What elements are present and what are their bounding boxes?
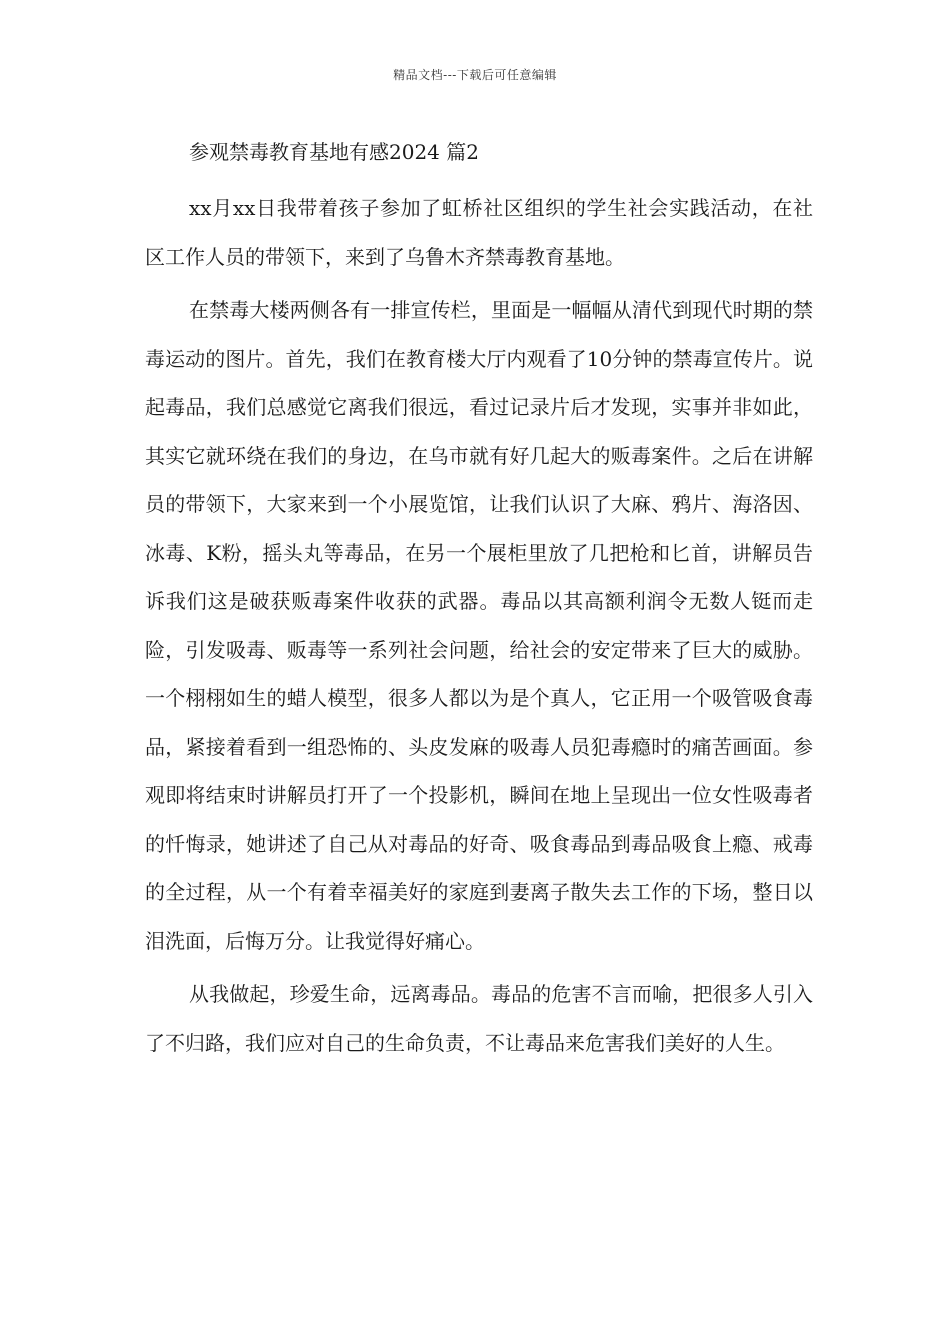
paragraph: xx月xx日我带着孩子参加了虹桥社区组织的学生社会实践活动，在社区工作人员的带领下，来到了乌鲁木齐禁毒教育基地。 bbox=[145, 196, 813, 269]
paragraph: 从我做起，珍爱生命，远离毒品。毒品的危害不言而喻，把很多人引入了不归路，我们应对自己的生命负责，不让毒品来危害我们美好的人生。 bbox=[145, 982, 813, 1055]
page-header: 精品文档---下载后可任意编辑 bbox=[393, 68, 557, 82]
paragraph: 在禁毒大楼两侧各有一排宣传栏，里面是一幅幅从清代到现代时期的禁毒运动的图片。首先，我们在教育楼大厅内观看了10分钟的禁毒宣传片。说起毒品，我们总感觉它离我们很远，看过记录片后才发现，实事并非如此，其实它就环绕在我们的身边，在乌市就有好几起大的贩毒案件。之后在讲解员的带领下，大家来到一个小展览馆，让我们认识了大麻、鸦片、海洛因、冰毒、K粉，摇头丸等毒品，在另一个展柜里放了几把枪和匕首，讲解员告诉我们这是破获贩毒案件收获的武器。毒品以其高额利润令无数人铤而走险，引发吸毒、贩毒等一系列社会问题，给社会的安定带来了巨大的威胁。一个栩栩如生的蜡人模型，很多人都以为是个真人，它正用一个吸管吸食毒品，紧接着看到一组恐怖的、头皮发麻的吸毒人员犯毒瘾时的痛苦画面。参观即将结束时讲解员打开了一个投影机，瞬间在地上呈现出一位女性吸毒者的忏悔录，她讲述了自己从对毒品的好奇、吸食毒品到毒品吸食上瘾、戒毒的全过程，从一个有着幸福美好的家庭到妻离子散失去工作的下场，整日以泪洗面，后悔万分。让我觉得好痛心。 bbox=[145, 298, 813, 953]
document-title: 参观禁毒教育基地有感2024 篇2 bbox=[189, 140, 479, 164]
document-body bbox=[145, 134, 813, 1067]
